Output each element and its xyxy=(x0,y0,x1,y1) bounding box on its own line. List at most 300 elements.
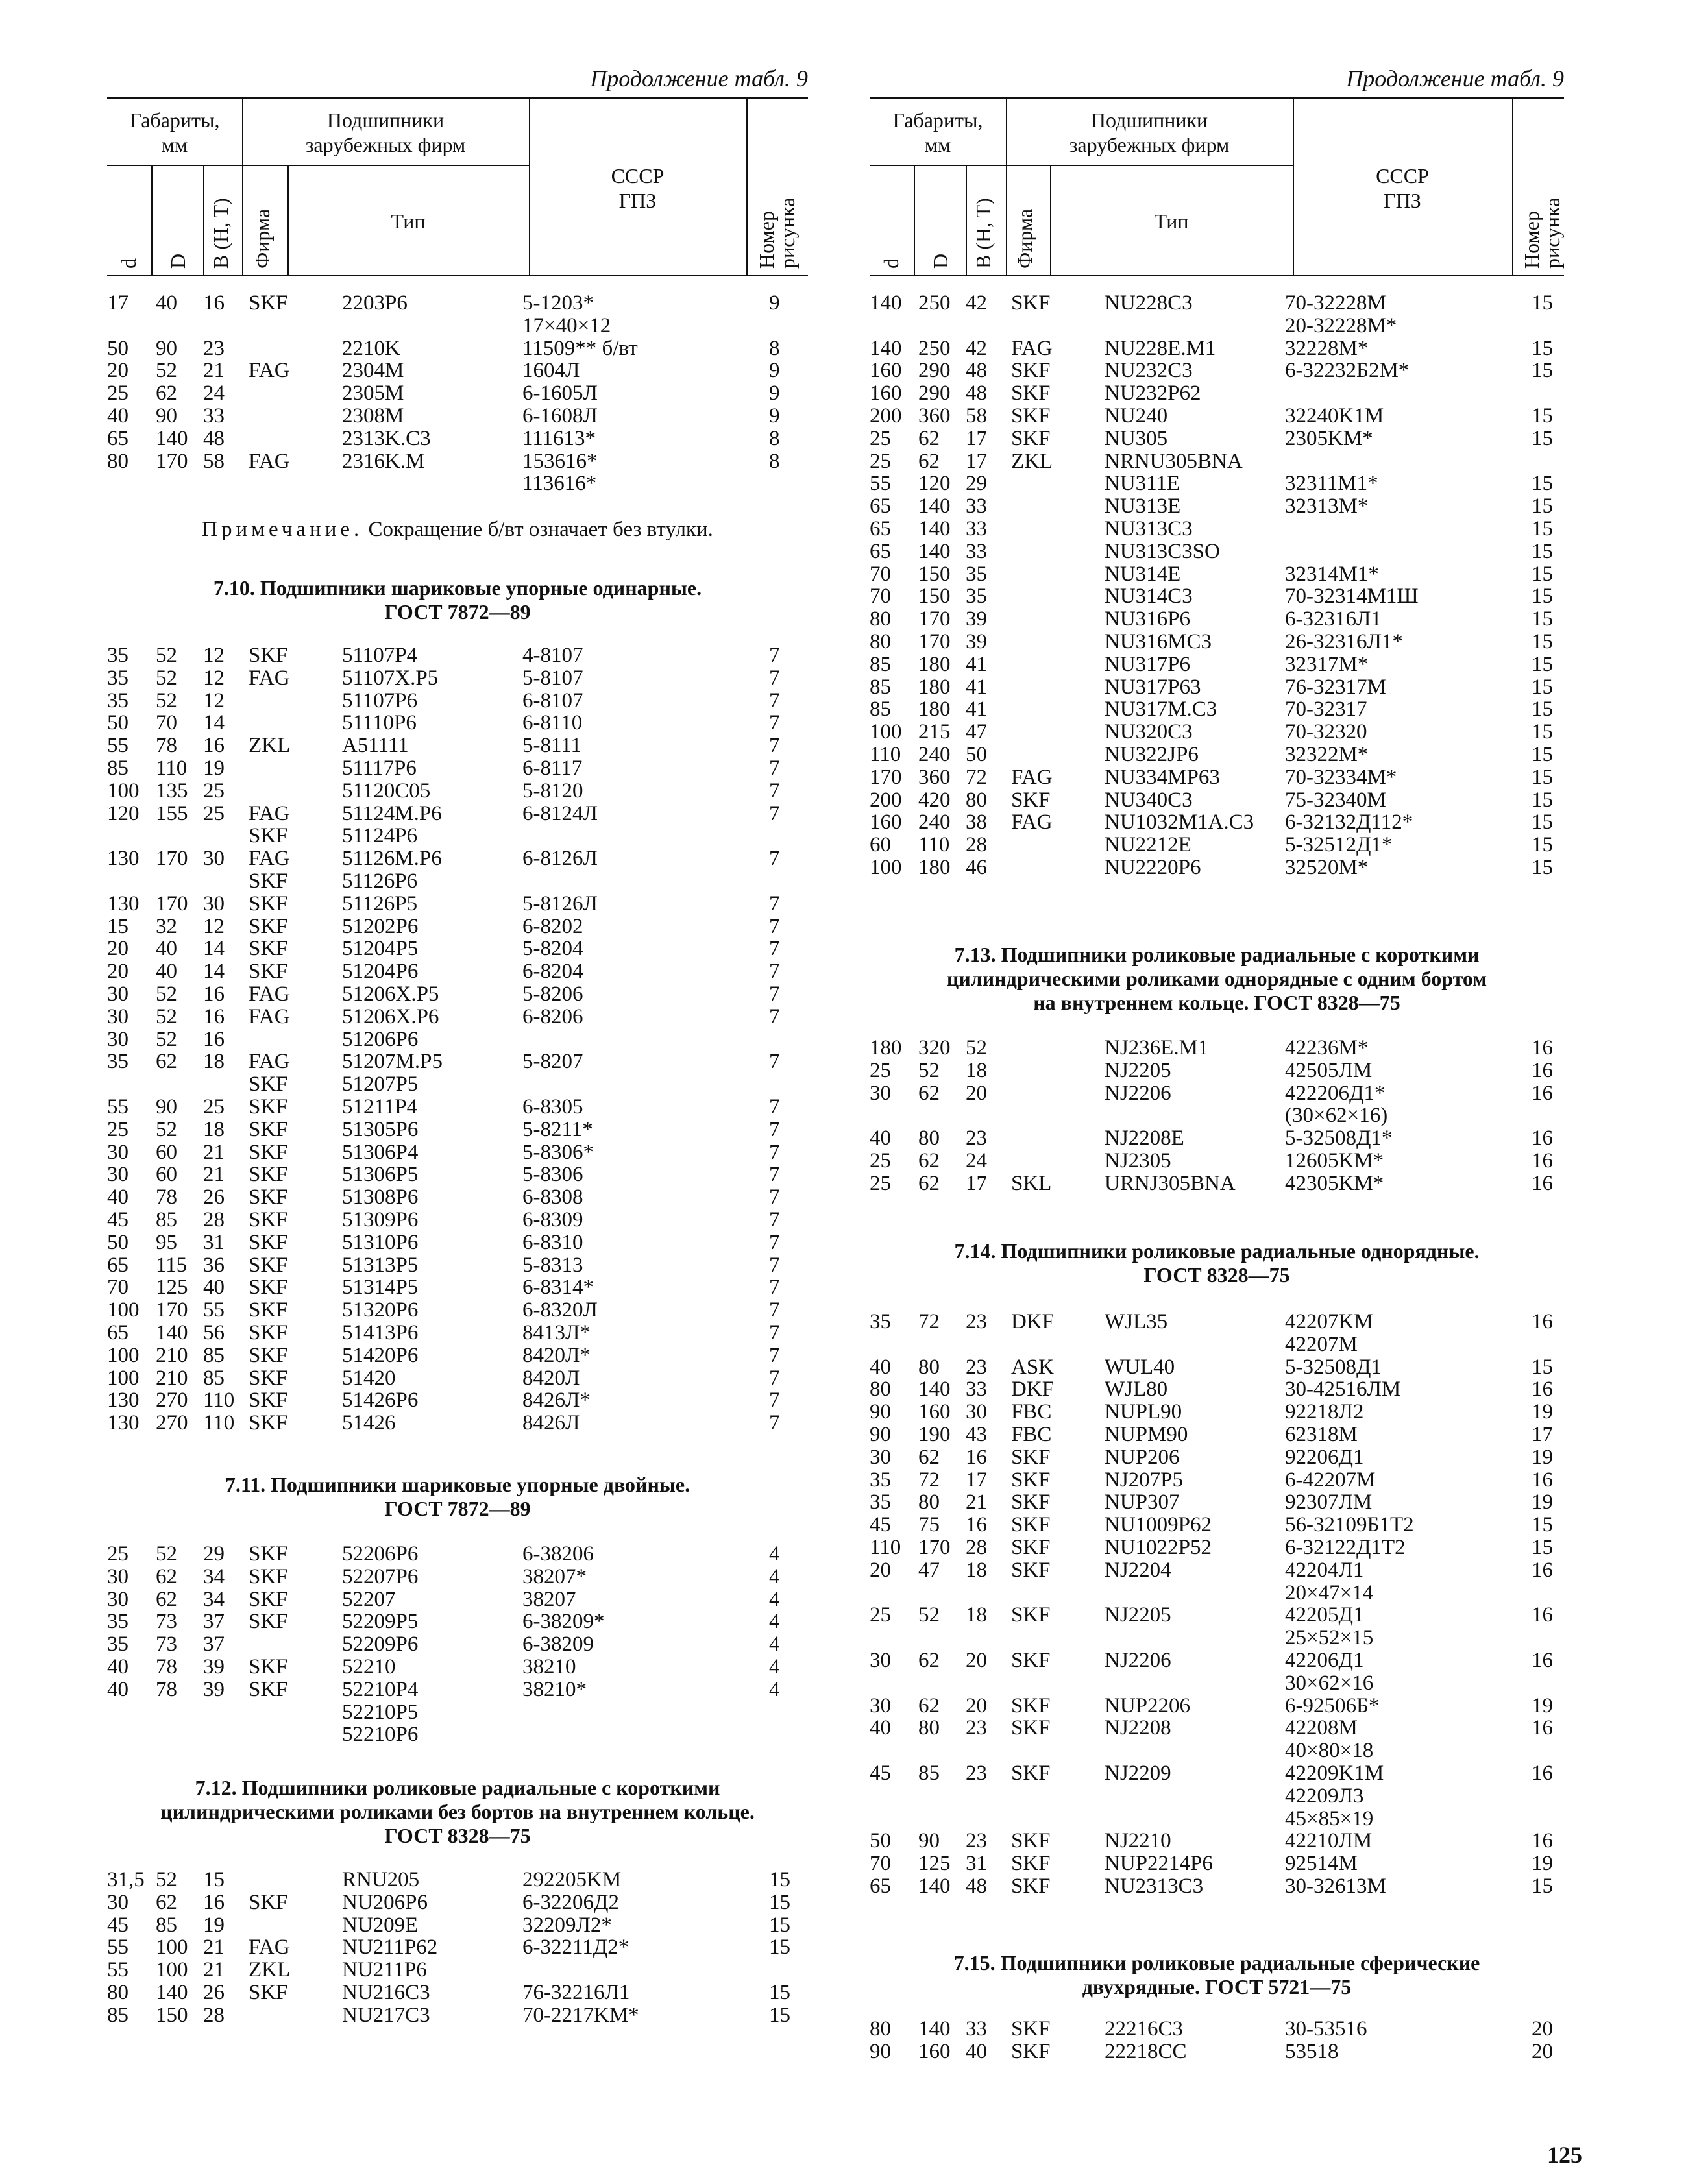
cell-type: NU1022P52 xyxy=(1105,1535,1212,1559)
cell-ussr: 42205Д1 xyxy=(1285,1603,1364,1627)
cell-D: 270 xyxy=(156,1389,188,1413)
cell-ussr: 153616* xyxy=(522,449,598,473)
table-row xyxy=(870,337,1564,360)
cell-firm: SKF xyxy=(249,1320,288,1344)
cell-type: NU1009P62 xyxy=(1105,1513,1212,1537)
cell-B: 30 xyxy=(203,847,225,871)
cell-type: 51206X.P5 xyxy=(342,982,439,1006)
cell-ussr: 6-92506Б* xyxy=(1285,1693,1380,1717)
cell-figure: 7 xyxy=(769,1230,780,1254)
cell-firm: SKF xyxy=(1011,291,1051,315)
cell-type: NJ236E.M1 xyxy=(1105,1036,1209,1060)
header-figure: Номер рисунка xyxy=(1520,197,1564,269)
cell-type: 2313K.C3 xyxy=(342,426,431,450)
cell-ussr: 6-8305 xyxy=(522,1095,583,1119)
cell-B: 40 xyxy=(203,1276,225,1300)
header-foreign: Подшипники зарубежных фирм xyxy=(305,108,466,156)
cell-firm: SKF xyxy=(1011,426,1051,450)
cell-d: 65 xyxy=(107,1253,128,1277)
table-row xyxy=(107,893,808,916)
cell-ussr: 42210ЛM xyxy=(1285,1829,1373,1853)
cell-B: 18 xyxy=(203,1117,225,1141)
cell-type: NUPL90 xyxy=(1105,1400,1182,1424)
table-row xyxy=(870,1082,1564,1105)
cell-ussr: 5-1203* xyxy=(522,291,594,315)
cell-D: 78 xyxy=(156,1185,177,1209)
cell-D: 170 xyxy=(918,1535,951,1559)
cell-d: 80 xyxy=(870,607,891,631)
cell-ussr: 8426Л* xyxy=(522,1389,591,1413)
cell-figure: 19 xyxy=(1532,1693,1553,1717)
cell-B: 23 xyxy=(966,1829,987,1853)
cell-d: 50 xyxy=(870,1829,891,1853)
cell-D: 52 xyxy=(156,982,177,1006)
cell-ussr: 32228M* xyxy=(1285,336,1369,360)
cell-ussr: 42236M* xyxy=(1285,1036,1369,1060)
cell-D: 180 xyxy=(918,675,951,699)
cell-d: 45 xyxy=(870,1761,891,1785)
table-row xyxy=(107,1028,808,1051)
cell-figure: 7 xyxy=(769,1004,780,1028)
header-firm: Фирма xyxy=(1013,208,1036,269)
table-row xyxy=(870,1627,1564,1649)
cell-ussr: 6-8206 xyxy=(522,1004,583,1028)
cell-ussr: 113616* xyxy=(522,472,597,496)
cell-D: 140 xyxy=(156,1320,188,1344)
cell-d: 35 xyxy=(107,644,128,667)
table-row xyxy=(107,337,808,360)
cell-type: 52210P6 xyxy=(342,1723,419,1747)
cell-figure: 9 xyxy=(769,359,780,383)
cell-figure: 15 xyxy=(1532,742,1553,766)
cell-type: NU317P63 xyxy=(1105,675,1201,699)
cell-ussr: 6-8308 xyxy=(522,1185,583,1209)
cell-ussr: 8426Л xyxy=(522,1411,580,1435)
table-row xyxy=(870,1446,1564,1469)
cell-d: 110 xyxy=(870,1535,901,1559)
table-row xyxy=(870,2018,1564,2041)
cell-D: 62 xyxy=(918,1081,940,1105)
cell-type: NU2313C3 xyxy=(1105,1874,1204,1898)
cell-figure: 19 xyxy=(1532,1852,1553,1876)
table-row xyxy=(107,472,808,495)
cell-D: 90 xyxy=(918,1829,940,1853)
cell-figure: 15 xyxy=(1532,562,1553,586)
cell-D: 62 xyxy=(918,1148,940,1172)
cell-D: 90 xyxy=(156,336,177,360)
cell-type: NJ207P5 xyxy=(1105,1468,1184,1492)
cell-ussr: 26-32316Л1* xyxy=(1285,629,1403,653)
cell-B: 20 xyxy=(966,1081,987,1105)
cell-ussr: 76-32317M xyxy=(1285,675,1386,699)
cell-B: 33 xyxy=(966,1377,987,1401)
table-row xyxy=(870,1875,1564,1898)
cell-D: 90 xyxy=(156,1095,177,1119)
cell-ussr: 6-8110 xyxy=(522,711,583,735)
cell-figure: 16 xyxy=(1532,1829,1553,1853)
cell-figure: 15 xyxy=(1532,607,1553,631)
table-row xyxy=(107,359,808,382)
cell-D: 250 xyxy=(918,291,951,315)
cell-D: 62 xyxy=(918,1648,940,1672)
cell-figure: 15 xyxy=(1532,855,1553,879)
cell-ussr: 92307ЛM xyxy=(1285,1490,1373,1514)
cell-B: 18 xyxy=(966,1058,987,1082)
cell-B: 85 xyxy=(203,1366,225,1390)
cell-B: 18 xyxy=(966,1558,987,1582)
cell-type: 2305M xyxy=(342,382,404,406)
cell-D: 62 xyxy=(918,449,940,473)
cell-D: 100 xyxy=(156,1958,188,1982)
table-row xyxy=(870,744,1564,766)
cell-figure: 7 xyxy=(769,1366,780,1390)
cell-firm: FAG xyxy=(249,449,290,473)
cell-ussr: 5-8126Л xyxy=(522,892,598,916)
cell-d: 50 xyxy=(107,336,128,360)
cell-D: 160 xyxy=(918,1400,951,1424)
cell-d: 30 xyxy=(870,1081,891,1105)
cell-d: 55 xyxy=(107,734,128,758)
cell-firm: SKF xyxy=(1011,1648,1051,1672)
cell-ussr: 42204Л1 xyxy=(1285,1558,1364,1582)
cell-d: 20 xyxy=(107,960,128,984)
cell-figure: 7 xyxy=(769,1411,780,1435)
cell-d: 25 xyxy=(870,1148,891,1172)
table-row xyxy=(107,1344,808,1367)
cell-type: URNJ305BNA xyxy=(1105,1171,1236,1195)
cell-ussr: 6-8126Л xyxy=(522,847,598,871)
cell-D: 72 xyxy=(918,1310,940,1333)
cell-B: 50 xyxy=(966,742,987,766)
cell-type: 51320P6 xyxy=(342,1298,419,1322)
cell-B: 42 xyxy=(966,336,987,360)
cell-D: 52 xyxy=(918,1603,940,1627)
table-row xyxy=(870,856,1564,879)
table-row xyxy=(870,1333,1564,1356)
cell-ussr: 92514M xyxy=(1285,1852,1358,1876)
table-row xyxy=(870,834,1564,856)
table-row xyxy=(870,585,1564,608)
cell-ussr: 42206Д1 xyxy=(1285,1648,1364,1672)
cell-firm: SKF xyxy=(1011,1513,1051,1537)
cell-B: 23 xyxy=(203,336,225,360)
cell-figure: 15 xyxy=(1532,1535,1553,1559)
cell-d: 20 xyxy=(870,1558,891,1582)
cell-figure: 7 xyxy=(769,1117,780,1141)
table-7-15-body xyxy=(870,2018,1564,2063)
cell-figure: 16 xyxy=(1532,1761,1553,1785)
cell-B: 80 xyxy=(966,788,987,812)
cell-ussr: 2305KM* xyxy=(1285,426,1373,450)
table-row xyxy=(107,644,808,667)
cell-ussr: 53518 xyxy=(1285,2039,1339,2063)
table-row xyxy=(870,1356,1564,1379)
cell-figure: 7 xyxy=(769,1276,780,1300)
cell-figure: 7 xyxy=(769,1298,780,1322)
cell-ussr: 292205KM xyxy=(522,1868,622,1891)
table-row xyxy=(107,1209,808,1232)
cell-figure: 15 xyxy=(769,1890,790,1914)
header-B: B (H, T) xyxy=(971,198,995,269)
cell-firm: SKF xyxy=(249,824,288,848)
cell-B: 33 xyxy=(966,539,987,563)
table-row xyxy=(107,1050,808,1073)
cell-d: 80 xyxy=(870,2017,891,2041)
cell-firm: SKF xyxy=(1011,1468,1051,1492)
cell-type: 52210 xyxy=(342,1655,396,1679)
cell-ussr: 70-32314M1Ш xyxy=(1285,585,1419,609)
cell-ussr: 40×80×18 xyxy=(1285,1739,1374,1763)
cell-type: NU313C3 xyxy=(1105,516,1193,540)
cell-firm: SKF xyxy=(249,644,288,667)
cell-B: 28 xyxy=(966,1535,987,1559)
cell-figure: 4 xyxy=(769,1542,780,1566)
cell-figure: 16 xyxy=(1532,1148,1553,1172)
cell-d: 40 xyxy=(107,404,128,428)
cell-ussr: 70-32228M xyxy=(1285,291,1386,315)
cell-d: 30 xyxy=(107,982,128,1006)
cell-ussr: 11509** б/вт xyxy=(522,336,638,360)
cell-B: 37 xyxy=(203,1610,225,1634)
cell-type: 22218CC xyxy=(1105,2039,1187,2063)
cell-type: NUP307 xyxy=(1105,1490,1180,1514)
cell-type: 51107P6 xyxy=(342,688,418,712)
cell-ussr: 32240K1M xyxy=(1285,404,1384,428)
cell-D: 125 xyxy=(156,1276,188,1300)
cell-d: 90 xyxy=(870,1400,891,1424)
cell-d: 85 xyxy=(870,698,891,722)
cell-D: 78 xyxy=(156,734,177,758)
cell-d: 100 xyxy=(107,1298,140,1322)
cell-figure: 15 xyxy=(1532,765,1553,789)
cell-type: NU317P6 xyxy=(1105,652,1191,676)
cell-B: 18 xyxy=(203,1050,225,1074)
table-header xyxy=(870,97,1564,276)
cell-B: 39 xyxy=(203,1655,225,1679)
cell-D: 80 xyxy=(918,1716,940,1740)
cell-D: 170 xyxy=(918,607,951,631)
cell-type: 51313P5 xyxy=(342,1253,419,1277)
cell-firm: SKF xyxy=(1011,1874,1051,1898)
cell-type: WUL40 xyxy=(1105,1355,1175,1379)
cell-B: 16 xyxy=(966,1513,987,1537)
cell-D: 52 xyxy=(156,359,177,383)
header-ussr: СССР ГПЗ xyxy=(611,164,665,212)
cell-ussr: 5-8120 xyxy=(522,779,583,803)
header-type: Тип xyxy=(391,210,426,233)
cell-figure: 7 xyxy=(769,960,780,984)
cell-d: 20 xyxy=(107,937,128,961)
table-row xyxy=(107,1119,808,1141)
table-row xyxy=(870,811,1564,834)
cell-d: 25 xyxy=(870,426,891,450)
cell-d: 35 xyxy=(870,1468,891,1492)
cell-ussr: 38210* xyxy=(522,1677,587,1701)
cell-d: 80 xyxy=(107,449,128,473)
cell-firm: SKF xyxy=(1011,1829,1051,1853)
cell-d: 40 xyxy=(107,1185,128,1209)
cell-D: 78 xyxy=(156,1655,177,1679)
cell-ussr: 6-32122Д1T2 xyxy=(1285,1535,1406,1559)
cell-figure: 20 xyxy=(1532,2017,1553,2041)
cell-d: 15 xyxy=(107,914,128,938)
cell-D: 85 xyxy=(918,1761,940,1785)
cell-d: 70 xyxy=(870,1852,891,1876)
cell-ussr: 6-8314* xyxy=(522,1276,594,1300)
cell-ussr: 32311M1* xyxy=(1285,472,1378,496)
cell-figure: 7 xyxy=(769,1095,780,1119)
cell-B: 26 xyxy=(203,1185,225,1209)
cell-d: 40 xyxy=(870,1355,891,1379)
cell-D: 80 xyxy=(918,1126,940,1150)
cell-type: NJ2209 xyxy=(1105,1761,1171,1785)
cell-D: 140 xyxy=(918,516,951,540)
table-row xyxy=(107,712,808,734)
cell-d: 30 xyxy=(107,1587,128,1611)
cell-firm: SKF xyxy=(1011,1716,1051,1740)
table-row xyxy=(870,653,1564,676)
cell-D: 47 xyxy=(918,1558,940,1582)
cell-d: 50 xyxy=(107,711,128,735)
cell-type: NU2220P6 xyxy=(1105,855,1201,879)
cell-d: 55 xyxy=(870,472,891,496)
cell-ussr: 45×85×19 xyxy=(1285,1806,1374,1830)
cell-figure: 9 xyxy=(769,382,780,406)
cell-figure: 16 xyxy=(1532,1377,1553,1401)
cell-firm: SKF xyxy=(249,1230,288,1254)
cell-firm: SKF xyxy=(249,1163,288,1187)
cell-type: 52209P6 xyxy=(342,1632,419,1656)
header-figure: Номер рисунка xyxy=(755,197,799,269)
table-row xyxy=(870,766,1564,789)
cell-ussr: 70-32334M* xyxy=(1285,765,1397,789)
cell-d: 40 xyxy=(107,1655,128,1679)
cell-B: 41 xyxy=(966,652,987,676)
table-row xyxy=(870,676,1564,699)
cell-ussr: 6-38209* xyxy=(522,1610,605,1634)
cell-B: 23 xyxy=(966,1126,987,1150)
cell-firm: SKF xyxy=(249,1276,288,1300)
cell-B: 47 xyxy=(966,720,987,744)
table-row xyxy=(107,870,808,893)
cell-D: 40 xyxy=(156,960,177,984)
cell-firm: FAG xyxy=(1011,336,1053,360)
cell-d: 30 xyxy=(870,1445,891,1469)
cell-firm: SKF xyxy=(249,1587,288,1611)
cell-type: NJ2205 xyxy=(1105,1603,1171,1627)
cell-ussr: 42209Л3 xyxy=(1285,1784,1364,1808)
table-row xyxy=(870,382,1564,405)
cell-type: 52209P5 xyxy=(342,1610,419,1634)
cell-firm: SKF xyxy=(249,291,288,315)
cell-d: 25 xyxy=(870,1058,891,1082)
cell-type: 51305P6 xyxy=(342,1117,419,1141)
cell-figure: 7 xyxy=(769,1207,780,1232)
cell-B: 12 xyxy=(203,914,225,938)
cell-firm: FAG xyxy=(249,1935,290,1960)
cell-d: 200 xyxy=(870,404,902,428)
table-row xyxy=(107,1367,808,1390)
cell-d: 35 xyxy=(870,1310,891,1333)
cell-d: 25 xyxy=(870,449,891,473)
table-row xyxy=(870,1514,1564,1536)
cell-firm: SKF xyxy=(249,937,288,961)
cell-figure: 15 xyxy=(769,1868,790,1891)
cell-B: 18 xyxy=(966,1603,987,1627)
table-row xyxy=(870,1559,1564,1582)
cell-D: 62 xyxy=(156,1890,177,1914)
cell-D: 190 xyxy=(918,1422,951,1446)
cell-firm: FAG xyxy=(1011,765,1053,789)
cell-D: 180 xyxy=(918,652,951,676)
cell-B: 23 xyxy=(966,1355,987,1379)
cell-D: 62 xyxy=(156,1050,177,1074)
cell-D: 125 xyxy=(918,1852,951,1876)
header-dimensions: Габариты, мм xyxy=(892,108,983,156)
table-row xyxy=(870,1852,1564,1875)
cell-B: 30 xyxy=(966,1400,987,1424)
cell-firm: FAG xyxy=(1011,810,1053,834)
cell-type: 2210K xyxy=(342,336,400,360)
table-row xyxy=(107,1701,808,1724)
cell-ussr: 76-32216Л1 xyxy=(522,1980,630,2004)
cell-firm: SKF xyxy=(249,1564,288,1588)
cell-D: 150 xyxy=(156,2003,188,2027)
cell-firm: SKF xyxy=(1011,404,1051,428)
cell-d: 80 xyxy=(870,629,891,653)
cell-B: 25 xyxy=(203,1095,225,1119)
cell-d: 170 xyxy=(870,765,902,789)
cell-D: 52 xyxy=(156,1027,177,1051)
cell-D: 360 xyxy=(918,765,951,789)
cell-D: 100 xyxy=(156,1935,188,1960)
cell-B: 34 xyxy=(203,1564,225,1588)
cell-figure: 7 xyxy=(769,644,780,667)
cell-firm: FAG xyxy=(249,666,290,690)
header-foreign: Подшипники зарубежных фирм xyxy=(1069,108,1230,156)
cell-D: 170 xyxy=(156,1298,188,1322)
cell-d: 35 xyxy=(107,666,128,690)
cell-firm: SKF xyxy=(1011,1761,1051,1785)
cell-type: NU313E xyxy=(1105,494,1181,518)
cell-figure: 15 xyxy=(1532,585,1553,609)
cell-type: NUPM90 xyxy=(1105,1422,1188,1446)
table-row xyxy=(107,1982,808,2004)
cell-D: 62 xyxy=(918,1445,940,1469)
cell-ussr: 6-32206Д2 xyxy=(522,1890,619,1914)
cell-B: 16 xyxy=(203,1890,225,1914)
cell-B: 39 xyxy=(966,607,987,631)
cell-d: 20 xyxy=(107,359,128,383)
cell-firm: FBC xyxy=(1011,1400,1052,1424)
cell-D: 160 xyxy=(918,2039,951,2063)
cell-firm: SKF xyxy=(1011,382,1051,406)
table-row xyxy=(870,292,1564,315)
cell-figure: 15 xyxy=(1532,833,1553,857)
cell-ussr: 6-32316Л1 xyxy=(1285,607,1382,631)
cell-type: NU311E xyxy=(1105,472,1180,496)
cell-figure: 7 xyxy=(769,937,780,961)
cell-figure: 7 xyxy=(769,1389,780,1413)
cell-figure: 15 xyxy=(1532,810,1553,834)
cell-type: 51110P6 xyxy=(342,711,417,735)
cell-d: 35 xyxy=(107,1610,128,1634)
cell-firm: SKF xyxy=(249,1366,288,1390)
cell-d: 130 xyxy=(107,847,140,871)
cell-D: 170 xyxy=(156,847,188,871)
cell-type: NJ2205 xyxy=(1105,1058,1171,1082)
table-row xyxy=(107,1914,808,1937)
